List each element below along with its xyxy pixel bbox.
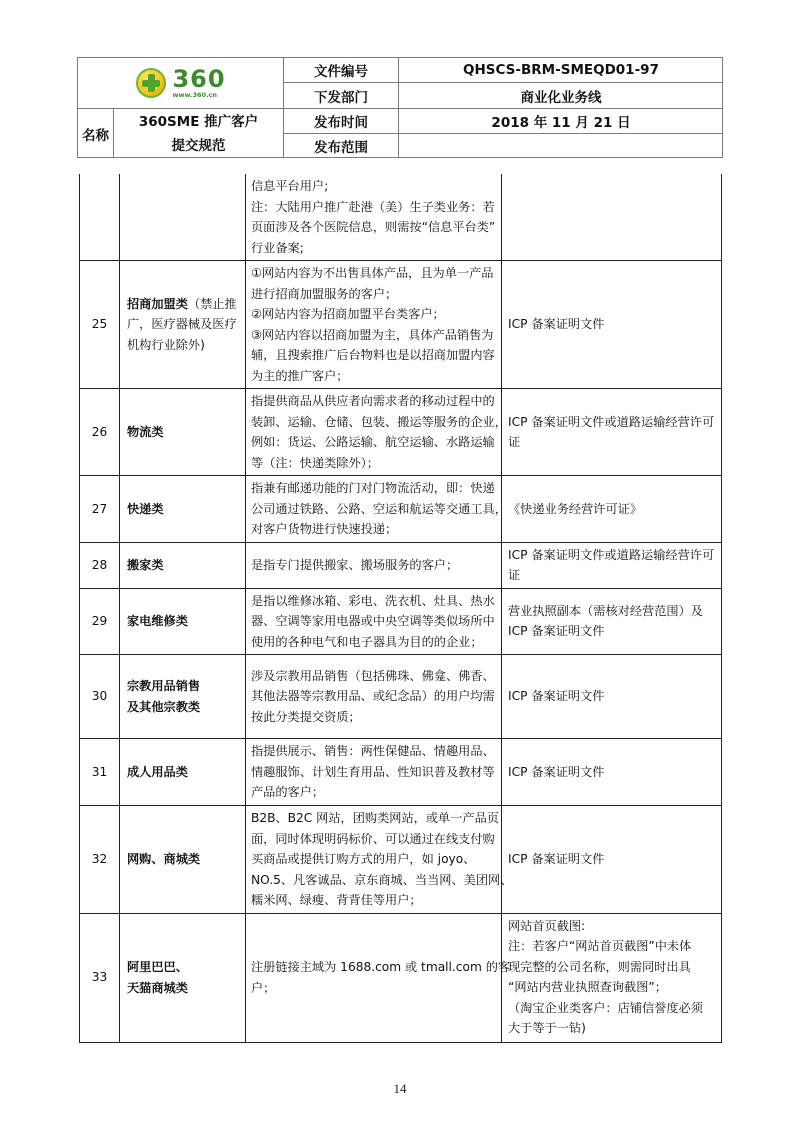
row-number-cell: 25 (80, 261, 120, 389)
description-line: 使用的各种电气和电子器具为目的的企业； (251, 634, 483, 649)
category-cell (120, 913, 246, 1042)
row-number-cell: 33 (80, 913, 120, 1042)
document-header-table (77, 57, 723, 158)
requirement-line: ICP 备案证明文件 (508, 764, 605, 779)
table-row (80, 476, 722, 543)
category-note: 机构行业除外) (127, 337, 205, 352)
table-row (80, 806, 722, 914)
requirement-line: 证 (508, 568, 521, 582)
row-number-cell: 29 (80, 588, 120, 655)
description-line: 页面涉及各个医院信息，则需按“信息平台类” (251, 220, 496, 234)
description-line: 注：大陆用户推广赴港（美）生子类业务：若 (251, 199, 495, 214)
row-number-cell: 31 (80, 739, 120, 806)
category-name: 招商加盟类 (127, 296, 188, 311)
issuing-dept-value: 商业化业务线 (520, 89, 602, 106)
description-cell (246, 588, 502, 655)
description-cell (246, 476, 507, 543)
category-cell (120, 806, 246, 914)
description-line: 等（注：快递类除外）； (251, 455, 379, 470)
description-line: 例如：货运、公路运输、航空运输、水路运输 (251, 435, 495, 449)
description-line: 买商品或提供订购方式的用户，如 joyo、 (251, 852, 476, 866)
row-number-cell: 28 (80, 542, 120, 588)
row-number-cell (80, 174, 120, 261)
requirement-line: ICP 备案证明文件或道路运输经营许可 (508, 414, 715, 429)
description-cell (246, 261, 502, 389)
requirement-line: ICP 备案证明文件或道路运输经营许可 (508, 547, 715, 562)
row-number-cell: 26 (80, 389, 120, 476)
requirement-cell (502, 739, 722, 806)
logo-url-text: www.360.cn (172, 91, 218, 100)
description-cell (246, 739, 502, 806)
category-name: 家电维修类 (127, 614, 188, 628)
category-cell (120, 588, 246, 655)
description-line: 进行招商加盟服务的客户； (251, 286, 398, 301)
requirement-line: ICP 备案证明文件 (508, 624, 605, 639)
name-label: 名称 (82, 127, 109, 144)
table-row (80, 261, 722, 389)
table-row (80, 739, 722, 806)
description-line: 信息平台用户; (251, 179, 329, 193)
category-cell (120, 389, 246, 476)
row-number-cell: 30 (80, 655, 120, 739)
description-line: NO.5、凡客诚品、京东商城、当当网、美团网、 (251, 872, 513, 887)
description-line: 注册链接主域为 1688.com 或 tmall.com 的客 (251, 960, 511, 974)
logo-brand-text: 360 (172, 65, 226, 94)
category-name: 及其他宗教类 (127, 699, 201, 714)
category-name: 快递类 (127, 501, 164, 516)
table-row (80, 542, 722, 588)
description-line: 情趣服饰、计划生育用品、性知识普及教材等 (251, 764, 495, 779)
category-cell (120, 174, 246, 261)
row-number-cell: 32 (80, 806, 120, 914)
doc-no-label: 文件编号 (314, 64, 368, 80)
category-note: 广，医疗器械及医疗 (127, 317, 237, 332)
requirement-cell (502, 476, 722, 543)
description-line: B2B、B2C 网站，团购类网站，或单一产品页 (251, 811, 499, 825)
description-line: 装卸、运输、仓储、包装、搬运等服务的企业， (251, 414, 507, 429)
description-cell (246, 174, 502, 261)
requirement-line: 营业执照副本（需核对经营范围）及 (508, 603, 703, 618)
description-line: 器、空调等家用电器或中央空调等类似场所中 (251, 614, 495, 628)
category-name: 宗教用品销售 (127, 679, 201, 693)
requirement-cell (502, 261, 722, 389)
description-line: 是指专门提供搬家、搬场服务的客户； (251, 557, 459, 572)
description-line: 指提供展示、销售：两性保健品、情趣用品、 (251, 744, 495, 759)
description-line: 户； (251, 980, 276, 995)
description-line: ①网站内容为不出售具体产品，且为单一产品 (251, 266, 494, 280)
category-line (127, 294, 239, 315)
requirement-line: ICP 备案证明文件 (508, 852, 605, 866)
document-title (114, 109, 283, 158)
publish-scope-label: 发布范围 (314, 140, 368, 156)
publish-time-label: 发布时间 (314, 115, 368, 131)
requirement-cell (502, 542, 722, 588)
description-line: ③网站内容以招商加盟为主，具体产品销售为 (251, 327, 494, 342)
description-line: 其他法器等宗教用品、或纪念品）的用户均需 (251, 689, 495, 704)
requirement-cell (502, 806, 722, 914)
description-line: 行业备案; (251, 240, 304, 255)
requirement-line: 现完整的公司名称，则需同时出具 (508, 959, 691, 974)
category-cell (120, 476, 246, 543)
requirement-line: ICP 备案证明文件 (508, 689, 605, 704)
table-row (80, 655, 722, 739)
description-line: 产品的客户； (251, 785, 325, 800)
description-line: ②网站内容为招商加盟平台类客户； (251, 307, 445, 321)
description-line: 对客户货物进行快速投递； (251, 522, 398, 536)
company-logo (78, 58, 284, 108)
requirement-line: （淘宝企业类客户：店铺信誉度必须 (508, 1000, 703, 1015)
page-number: 14 (393, 1081, 407, 1096)
description-line: 公司通过铁路、公路、空运和航运等交通工具， (251, 501, 507, 516)
requirement-line: 注：若客户“网站首页截图”中未体 (508, 939, 692, 953)
table-row (80, 913, 722, 1042)
requirement-line: 大于等于一钻) (508, 1021, 586, 1035)
table-row (80, 389, 722, 476)
description-cell (246, 806, 513, 914)
description-line: 是指以维修冰箱、彩电、洗衣机、灶具、热水 (251, 593, 495, 608)
description-cell (246, 655, 502, 739)
description-line: 辅，且搜索推广后台物料也是以招商加盟内容 (251, 348, 495, 362)
publish-time-value: 2018 年 11 月 21 日 (491, 115, 631, 131)
requirement-line: 《快递业务经营许可证》 (508, 501, 643, 516)
description-line: 糯米网、绿瘦、背背佳等用户； (251, 893, 422, 907)
description-cell (246, 913, 511, 1042)
category-cell (120, 739, 246, 806)
description-line: 涉及宗教用品销售（包括佛珠、佛龛、佛香、 (251, 668, 495, 683)
requirement-line: ICP 备案证明文件 (508, 317, 605, 332)
description-cell (246, 389, 507, 476)
table-row (80, 588, 722, 655)
category-name: 物流类 (127, 424, 164, 439)
description-line: 面，同时体现明码标价、可以通过在线支付购 (251, 831, 495, 846)
description-line: 按此分类提交资质； (251, 709, 361, 724)
description-cell (246, 542, 502, 588)
category-name: 成人用品类 (127, 764, 188, 779)
industry-qualification-table (79, 174, 722, 1043)
requirement-line: “网站内营业执照查询截图”； (508, 980, 667, 994)
table-row-continuation (80, 174, 722, 261)
category-note: （禁止推 (187, 296, 237, 311)
requirement-cell (502, 174, 722, 261)
requirement-cell (502, 588, 722, 655)
category-name: 搬家类 (127, 557, 164, 572)
category-cell (120, 542, 246, 588)
category-cell (120, 655, 246, 739)
category-name: 阿里巴巴、 (127, 960, 188, 974)
requirement-cell (502, 913, 722, 1042)
requirement-line: 证 (508, 435, 521, 449)
requirement-cell (502, 389, 722, 476)
document-title-line: 360SME 推广客户 (138, 113, 259, 130)
description-line: 指提供商品从供应者向需求者的移动过程中的 (251, 394, 495, 408)
category-cell (120, 261, 246, 389)
description-line: 指兼有邮递功能的门对门物流活动，即：快递 (251, 481, 495, 495)
document-title-line: 提交规范 (171, 137, 226, 154)
360-logo-icon (136, 68, 166, 98)
issuing-dept-label: 下发部门 (314, 89, 368, 106)
row-number-cell: 27 (80, 476, 120, 543)
description-line: 为主的推广客户； (251, 368, 349, 383)
category-name: 天猫商城类 (127, 980, 188, 995)
requirement-cell (502, 655, 722, 739)
requirement-line: 网站首页截图: (508, 918, 586, 933)
publish-scope-value (399, 134, 723, 158)
category-name: 网购、商城类 (127, 852, 201, 866)
doc-no-value: QHSCS-BRM-SMEQD01-97 (463, 62, 659, 78)
